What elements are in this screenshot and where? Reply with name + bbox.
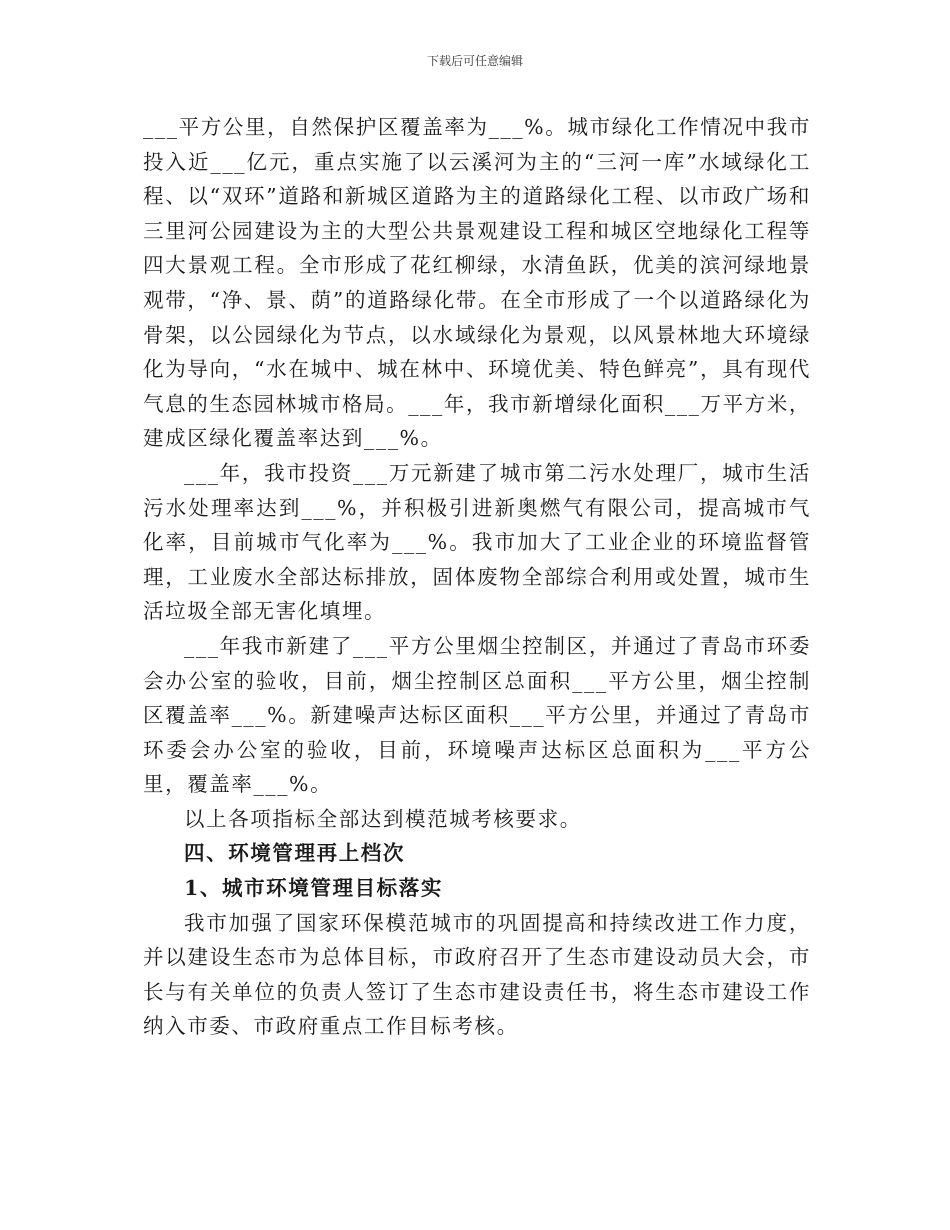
document-body: [143, 110, 811, 1044]
paragraph-sewage: ___年，我市投资___万元新建了城市第二污水处理厂，城市生活污水处理率达到___%，并积极引进新奥燃气有限公司，提高城市气化率，目前城市气化率为___%。我市加大了工业企业的环境监督管理，工业废水全部达标排放，固体废物全部综合利用或处置，城市生活垃圾全部无害化填埋。: [143, 460, 811, 624]
paragraph-greening: ___平方公里，自然保护区覆盖率为___%。城市绿化工作情况中我市投入近___亿元，重点实施了以云溪河为主的“三河一库”水域绿化工程、以“双环”道路和新城区道路为主的道路绿化工程、以市政广场和三里河公园建设为主的大型公共景观建设工程和城区空地绿化工程等四大景观工程。全市形成了花红柳绿，水清鱼跃，优美的滨河绿地景观带，“净、景、荫”的道路绿化带。在全市形成了一个以道路绿化为骨架，以公园绿化为节点，以水域绿化为景观，以风景林地大环境绿化为导向，“水在城中、城在林中、环境优美、特色鲜亮”，具有现代气息的生态园林城市格局。___年，我市新增绿化面积___万平方米，建成区绿化覆盖率达到___%。: [143, 115, 811, 451]
paragraph-management: 我市加强了国家环保模范城市的巩固提高和持续改进工作力度，并以建设生态市为总体目标，市政府召开了生态市建设动员大会，市长与有关单位的负责人签订了生态市建设责任书，将生态市建设工作纳入市委、市政府重点工作目标考核。: [143, 910, 811, 1039]
page-header: 下载后可任意编辑: [426, 54, 523, 68]
subsection-heading: 1、城市环境管理目标落实: [184, 876, 443, 901]
section-heading: 四、环境管理再上档次: [184, 841, 405, 866]
paragraph-dust-noise: ___年我市新建了___平方公里烟尘控制区，并通过了青岛市环委会办公室的验收，目前，烟尘控制区总面积___平方公里，烟尘控制区覆盖率___%。新建噪声达标区面积___平方公里，并通过了青岛市环委会办公室的验收，目前，环境噪声达标区总面积为___平方公里，覆盖率___%。: [143, 633, 811, 797]
paragraph-summary: 以上各项指标全部达到模范城考核要求。: [184, 806, 582, 831]
